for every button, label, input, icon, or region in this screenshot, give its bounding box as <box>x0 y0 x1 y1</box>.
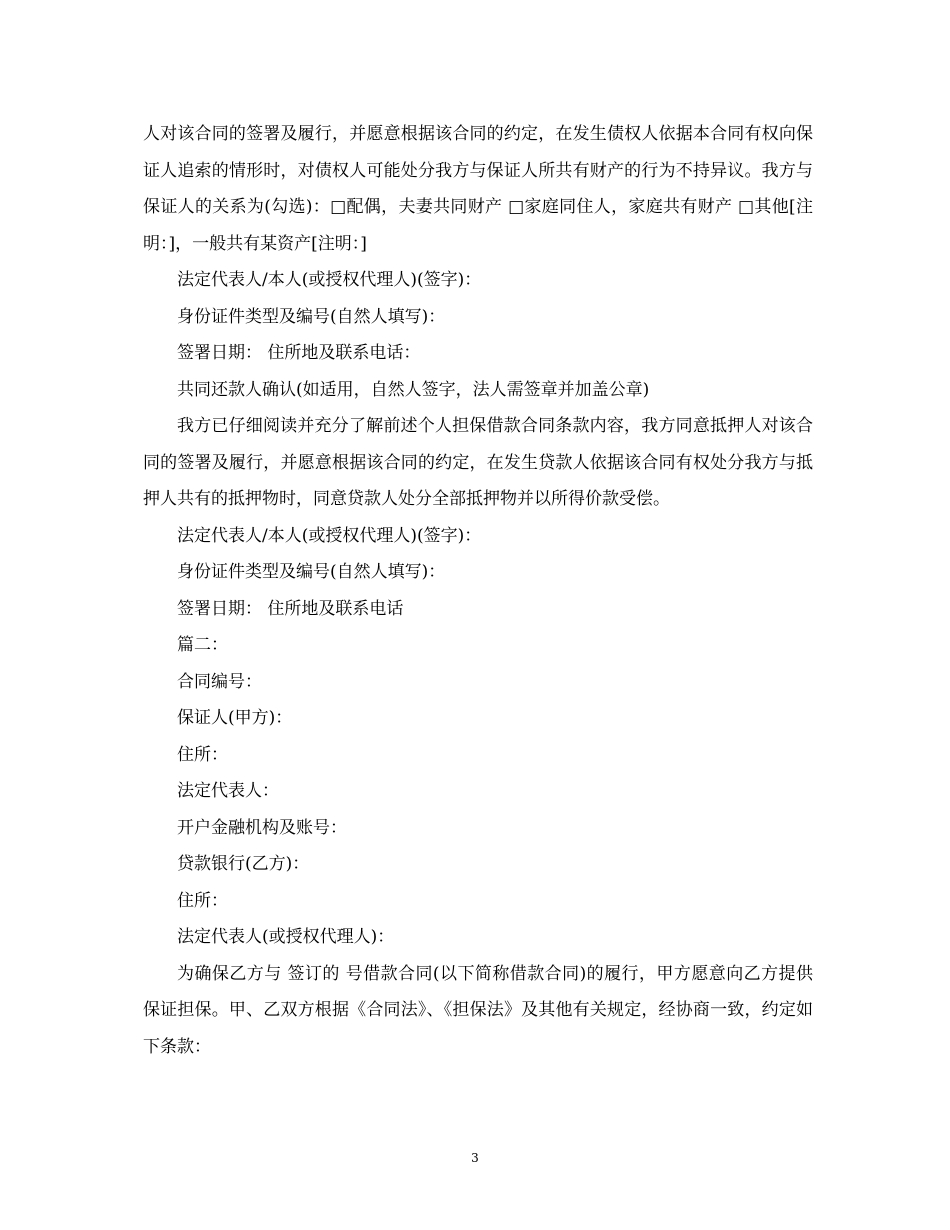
paragraph-guarantor-party-a: 保证人(甲方)： <box>177 708 293 728</box>
paragraph-legal-rep-signature-2: 法定代表人/本人(或授权代理人)(签字)： <box>177 525 482 546</box>
page-number: 3 <box>471 1151 479 1165</box>
paragraph-address-a: 住所： <box>177 744 228 765</box>
paragraph-contract-number: 合同编号： <box>177 671 262 692</box>
paragraph-legal-rep-a: 法定代表人： <box>177 781 279 801</box>
paragraph-guarantor-consent-cont: 人对该合同的签署及履行，并愿意根据该合同的约定，在发生债权人依据本合同有权向保证人追索的情形时，对债权人可能处分我方与保证人所共有财产的行为不持异议。我方与保证人的关系为(勾选)：□配偶，夫妻共同财产 □家庭同住人，家庭共有财产 □其他[注明：]，一般共有某资产[注明：] <box>143 124 813 254</box>
paragraph-co-borrower-confirm: 共同还款人确认(如适用，自然人签字，法人需签章并加盖公章) <box>177 379 650 400</box>
paragraph-part-two-heading: 篇二： <box>177 635 228 655</box>
paragraph-sign-date-1: 签署日期： 住所地及联系电话： <box>177 343 421 363</box>
paragraph-mortgage-consent: 我方已仔细阅读并充分了解前述个人担保借款合同条款内容，我方同意抵押人对该合同的签署及履行，并愿意根据该合同的约定，在发生贷款人依据该合同有权处分我方与抵押人共有的抵押物时，同意贷款人处分全部抵押物并以所得价款受偿。 <box>143 416 813 509</box>
paragraph-bank-account: 开户金融机构及账号： <box>177 817 347 838</box>
paragraph-id-type-2: 身份证件类型及编号(自然人填写)： <box>177 562 446 582</box>
document-body <box>143 116 813 1065</box>
paragraph-legal-rep-b: 法定代表人(或授权代理人)： <box>177 927 395 947</box>
paragraph-lending-bank-party-b: 贷款银行(乙方)： <box>177 854 310 874</box>
paragraph-contract-purpose: 为确保乙方与 签订的 号借款合同(以下简称借款合同)的履行，甲方愿意向乙方提供保证担保。甲、乙双方根据《合同法》、《担保法》及其他有关规定，经协商一致，约定如下条款： <box>143 963 813 1057</box>
paragraph-id-type-1: 身份证件类型及编号(自然人填写)： <box>177 306 446 327</box>
paragraph-legal-rep-signature-1: 法定代表人/本人(或授权代理人)(签字)： <box>177 270 482 290</box>
paragraph-sign-date-2: 签署日期： 住所地及联系电话 <box>177 598 404 619</box>
paragraph-address-b: 住所： <box>177 890 228 911</box>
